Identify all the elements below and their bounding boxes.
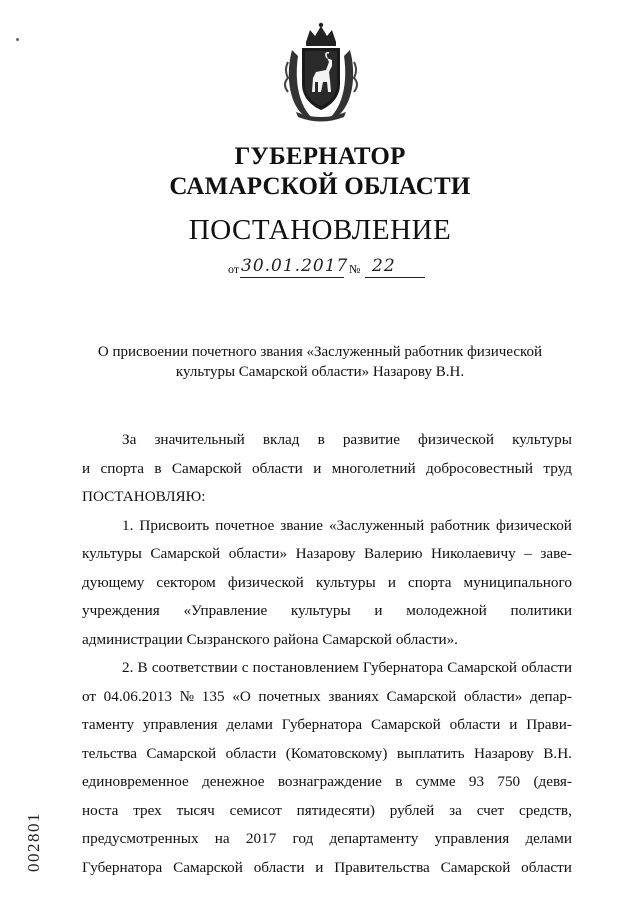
- body-word: области: [252, 459, 303, 477]
- body-word: на: [214, 830, 230, 847]
- body-word: вознаграждение: [277, 773, 382, 790]
- body-word: (Коматовскому): [285, 744, 388, 762]
- scan-speck: [16, 38, 19, 41]
- body-word: выплатить: [396, 744, 465, 762]
- body-word: Прави-: [526, 716, 572, 733]
- body-line: [82, 856, 572, 880]
- subject-line: культуры Самарской области» Назарову В.Н.: [175, 364, 465, 380]
- body-line: [82, 770, 572, 794]
- body-word: В.Н.: [543, 744, 572, 762]
- body-word: 1.: [122, 516, 134, 534]
- body-word: управления: [142, 716, 218, 733]
- body-word: культуры: [315, 573, 376, 591]
- body-word: соответствии: [151, 659, 238, 676]
- date-label: от: [228, 262, 240, 276]
- body-word: делами: [226, 716, 273, 733]
- body-word: средств,: [518, 801, 572, 819]
- number-label: №: [349, 262, 361, 276]
- body-word: –: [524, 545, 532, 562]
- body-word: таменту: [82, 716, 135, 733]
- body-line: ПОСТАНОВЛЯЮ:: [82, 488, 206, 505]
- body-word: физической: [496, 516, 572, 534]
- body-line: [122, 428, 572, 452]
- body-word: культуры: [290, 602, 351, 619]
- body-word: физической: [227, 573, 304, 591]
- body-word: заве-: [540, 545, 572, 562]
- body-line: [82, 599, 572, 623]
- body-word: почетное: [215, 516, 275, 534]
- body-word: политики: [510, 602, 572, 619]
- document-subject: [80, 342, 560, 382]
- body-word: постановлением: [252, 659, 359, 676]
- body-word: муниципального: [463, 573, 572, 591]
- body-word: почетных: [258, 687, 321, 705]
- body-word: Самарской: [440, 858, 511, 876]
- body-word: в: [154, 459, 162, 477]
- body-line: [122, 514, 572, 538]
- body-word: В: [137, 659, 148, 676]
- body-line: [82, 685, 572, 709]
- body-word: сектором: [156, 573, 216, 591]
- body-word: Губернатора: [362, 659, 444, 676]
- body-word: области: [253, 858, 305, 876]
- body-word: званиях: [328, 687, 379, 705]
- body-word: 135: [201, 687, 225, 705]
- body-word: Присвоить: [139, 516, 210, 534]
- subject-line: О присвоении почетного звания «Заслуженный работник физической: [97, 344, 543, 360]
- body-word: области: [521, 659, 572, 676]
- body-word: семисот: [229, 801, 282, 819]
- body-word: Правительства: [334, 858, 430, 876]
- issuer-region: САМАРСКОЙ ОБЛАСТИ: [169, 173, 471, 200]
- coat-of-arms-emblem: [282, 22, 360, 122]
- body-word: год: [292, 830, 314, 847]
- body-word: носта: [82, 801, 119, 819]
- body-word: и: [374, 602, 383, 619]
- date-underline: [240, 277, 344, 278]
- body-word: 2017: [245, 830, 277, 847]
- body-word: Валерию: [364, 545, 423, 562]
- document-meta: [228, 258, 438, 278]
- handwritten-number: 22: [372, 256, 396, 276]
- body-word: и: [509, 716, 518, 733]
- body-word: области: [225, 744, 277, 762]
- body-word: культуры: [512, 431, 572, 448]
- body-word: Губернатора: [82, 858, 163, 876]
- body-word: 750: [497, 773, 521, 790]
- body-word: учреждения: [82, 602, 160, 619]
- body-word: молодежной: [406, 602, 487, 619]
- body-line: [82, 799, 572, 823]
- body-word: области: [449, 716, 501, 733]
- body-word: 2.: [122, 659, 134, 676]
- body-word: предусмотренных: [82, 830, 199, 847]
- body-line: администрации Сызранского района Самарской области».: [82, 630, 458, 648]
- body-word: Самарской: [150, 545, 221, 562]
- body-line: [122, 656, 572, 680]
- body-word: Николаевичу: [430, 545, 516, 562]
- body-word: и: [313, 459, 322, 477]
- body-word: от: [82, 687, 97, 705]
- body-word: тысяч: [176, 801, 215, 819]
- body-word: культуры: [82, 545, 142, 562]
- body-word: Самарской: [171, 459, 242, 477]
- document-type: ПОСТАНОВЛЕНИЕ: [188, 214, 452, 246]
- body-word: 93: [468, 773, 485, 790]
- body-word: Самарской: [173, 858, 243, 876]
- body-word: управления: [434, 830, 510, 847]
- body-word: пятидесяти): [296, 801, 375, 819]
- body-word: спорта: [100, 459, 144, 477]
- body-word: рублей: [389, 801, 435, 819]
- body-word: значительный: [154, 431, 245, 448]
- body-word: «Заслуженный: [328, 516, 425, 534]
- issuer-title: ГУБЕРНАТОР: [234, 143, 406, 170]
- body-word: и: [387, 573, 396, 591]
- body-word: труд: [543, 459, 572, 477]
- body-word: Самарской: [146, 744, 217, 762]
- stamp-number: 002801: [24, 812, 43, 872]
- body-word: работник: [430, 516, 490, 534]
- body-word: счет: [476, 801, 505, 819]
- body-word: развитие: [342, 431, 400, 448]
- body-word: делами: [525, 830, 572, 847]
- body-word: сумме: [415, 773, 456, 790]
- body-word: «О: [232, 687, 251, 705]
- body-word: департаменту: [329, 830, 419, 847]
- body-word: тельства: [82, 744, 137, 762]
- body-word: трех: [133, 801, 162, 819]
- body-word: звание: [280, 516, 323, 534]
- body-word: Самарской: [447, 659, 518, 676]
- body-word: и: [82, 459, 91, 477]
- body-word: За: [122, 431, 137, 448]
- number-underline: [365, 277, 425, 278]
- body-word: добросовестный: [426, 459, 533, 477]
- body-line: [82, 713, 572, 737]
- body-line: [82, 571, 572, 595]
- body-word: области»: [228, 545, 288, 562]
- body-word: Губернатора: [281, 716, 363, 733]
- body-word: 04.06.2013: [103, 687, 173, 705]
- body-word: дующему: [82, 573, 145, 591]
- body-word: Назарову: [473, 744, 534, 762]
- body-word: «Управление: [183, 602, 268, 619]
- body-line: [82, 742, 572, 766]
- body-word: области»: [463, 687, 523, 705]
- body-word: Самарской: [386, 687, 457, 705]
- body-word: №: [179, 687, 195, 705]
- body-word: вклад: [262, 431, 300, 448]
- body-word: области: [521, 858, 572, 876]
- body-word: единовременное: [82, 773, 189, 790]
- body-word: денежное: [202, 773, 265, 790]
- handwritten-date: 30.01.2017: [241, 256, 349, 276]
- body-word: и: [315, 858, 324, 876]
- body-word: многолетний: [331, 459, 416, 477]
- body-word: в: [395, 773, 403, 790]
- body-word: (девя-: [533, 773, 572, 790]
- body-line: [82, 542, 572, 566]
- body-word: с: [241, 659, 249, 676]
- body-word: депар-: [529, 687, 572, 705]
- body-word: Самарской: [370, 716, 441, 733]
- body-word: Назарову: [295, 545, 356, 562]
- body-word: спорта: [408, 573, 452, 591]
- body-word: в: [317, 431, 325, 448]
- body-line: [82, 827, 572, 851]
- body-word: за: [449, 801, 462, 819]
- body-word: физической: [418, 431, 494, 448]
- body-line: [82, 457, 572, 481]
- registration-stamp: [20, 792, 48, 892]
